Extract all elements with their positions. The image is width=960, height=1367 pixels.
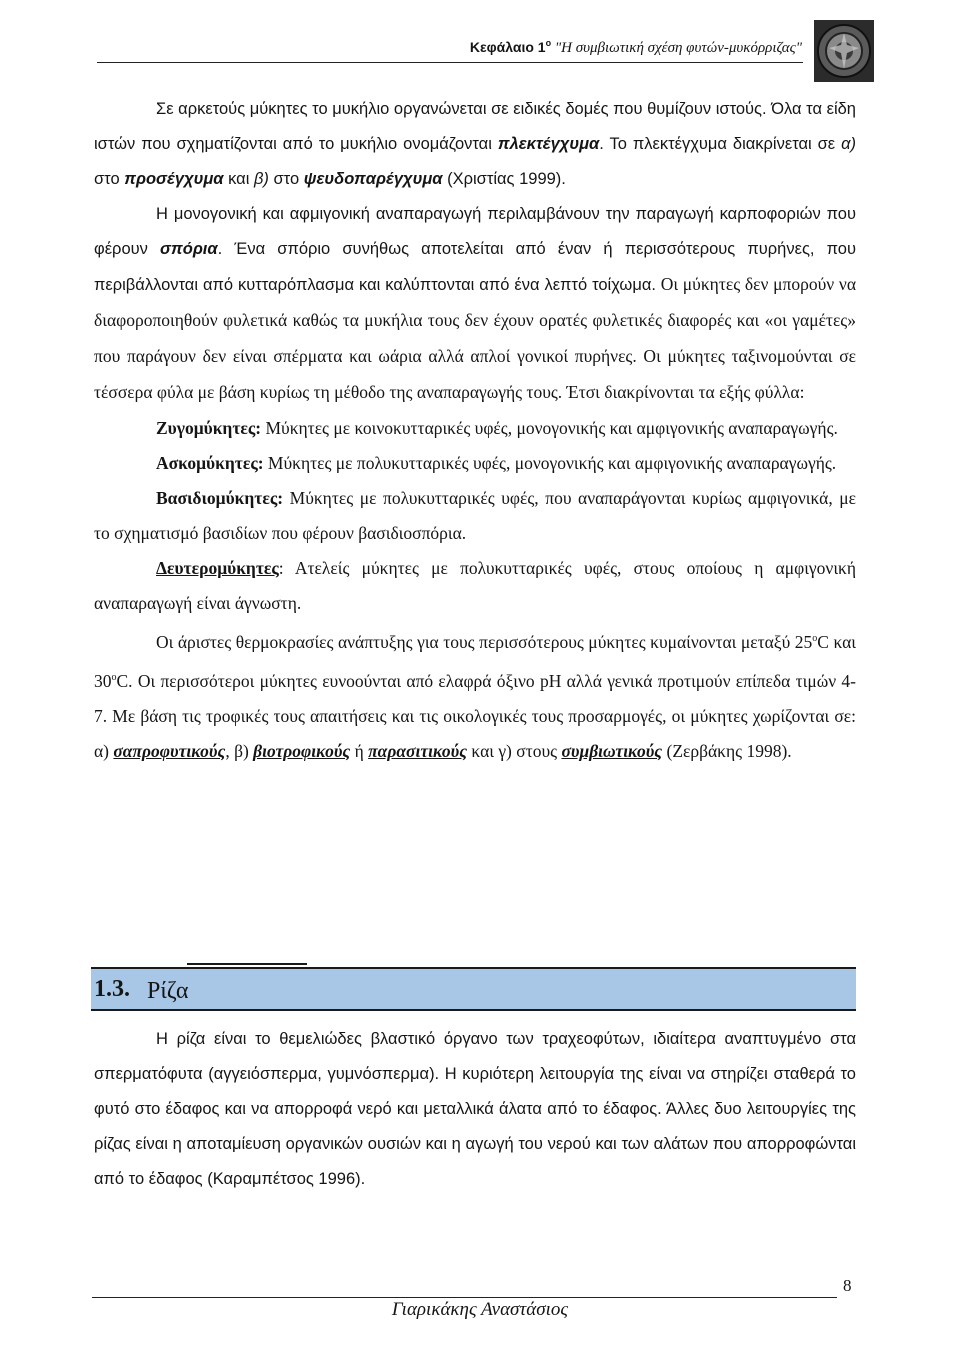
phylum-term: Ζυγομύκητες:	[156, 418, 262, 438]
text-run: . Το πλεκτέγχυμα διακρίνεται σε	[599, 135, 842, 153]
text-run: και γ) στους	[467, 740, 562, 761]
text-run: C και 30	[94, 631, 856, 691]
text-run: ή	[350, 740, 369, 761]
section-heading	[91, 967, 856, 1011]
phylum-zygomycetes	[94, 411, 856, 446]
paragraph-mycelium	[94, 92, 856, 197]
header-rule	[97, 62, 803, 63]
phylum-description: Μύκητες με πολυκυτταρικές υφές, μονογονικής και αμφιγονικής αναπαραγωγής.	[263, 453, 837, 473]
paragraph-temperature	[94, 621, 856, 769]
text-run: Οι μύκητες δεν μπορούν να διαφοροποιηθούν φυλετικά καθώς τα μυκήλια τους δεν έχουν ορατές φυλετικές διαφορές και «οι γαμέτες» που παράγουν δεν είναι σπέρματα και ωάρια αλλά απλοί γονικοί πυρήνες. Οι μύκητες ταξινομούνται σε τέσσερα φύλα με βάση κυρίως τη μέθοδο της αναπαραγωγής τους. Έτσι διακρίνονται τα εξής φύλλα:	[94, 274, 856, 402]
header-text	[470, 38, 802, 57]
degree-sup: o	[111, 671, 117, 683]
phylum-ascomycetes	[94, 446, 856, 481]
page-number: 8	[843, 1276, 852, 1295]
text-run: , β)	[225, 740, 254, 761]
university-seal-icon	[814, 20, 874, 82]
phylum-term: Δευτερομύκητες	[156, 558, 279, 578]
paragraph-reproduction	[94, 197, 856, 411]
term-saprophytic: σαπροφυτικούς	[113, 740, 226, 761]
degree-sup: o	[812, 633, 818, 644]
text-run: . Ένα σπόριο συνήθως αποτελείται από έναν ή περισσότερους πυρήνες, που περιβάλλονται από κυτταρόπλασμα και καλύπτονται από ένα λεπτό τοίχωμα.	[94, 240, 856, 294]
phylum-description: Μύκητες με κοινοκυτταρικές υφές, μονογονικής και αμφιγονικής αναπαραγωγής.	[261, 418, 838, 438]
text-run: (Ζερβάκης 1998).	[662, 740, 792, 761]
text-run: α)	[841, 135, 856, 153]
header-chapter: Κεφάλαιο 1	[469, 39, 546, 55]
text-run: β)	[253, 170, 269, 188]
term-plektegchyma: πλεκτέγχυμα	[497, 135, 600, 153]
header-chapter-sup: ο	[545, 38, 552, 48]
phylum-term: Βασιδιομύκητες:	[156, 488, 284, 508]
section-content	[94, 1022, 856, 1197]
phylum-description: Μύκητες με πολυκυτταρικές υφές, που αναπαράγονται κυρίως αμφιγονικά, με το σχηματισμό βασιδίων που φέρουν βασιδιοσπόρια.	[94, 488, 856, 543]
footer-rule	[92, 1297, 837, 1298]
text-run: (Χριστίας 1999).	[442, 170, 566, 188]
term-biotrophic: βιοτροφικούς	[253, 740, 351, 761]
section-title: Ρίζα	[147, 978, 189, 1004]
text-run: Σε αρκετούς μύκητες το μυκήλιο οργανώνεται σε ειδικές δομές που θυμίζουν ιστούς. Όλα τα είδη ιστών που σχηματίζονται από το μυκήλιο ονομάζονται	[94, 100, 856, 153]
section-number: 1.3.	[94, 976, 130, 1002]
header-subtitle: "Η συμβιωτική σχέση φυτών-μυκόρριζας"	[554, 40, 802, 56]
text-run: στο	[268, 170, 304, 188]
main-content	[94, 92, 856, 769]
phylum-basidiomycetes	[94, 481, 856, 551]
term-parasitic: παρασιτικούς	[368, 740, 468, 761]
text-run: και	[223, 170, 254, 188]
section-accent-rule	[187, 963, 307, 965]
phylum-term: Ασκομύκητες:	[156, 453, 264, 473]
text-run: Οι άριστες θερμοκρασίες ανάπτυξης για τους περισσότερους μύκητες κυμαίνονται μεταξύ 25	[156, 631, 813, 652]
text-run: Η μονογονική και αφμιγονική αναπαραγωγή περιλαμβάνουν την παραγωγή καρποφοριών που φέρουν	[94, 205, 856, 258]
phylum-deuteromycetes	[94, 551, 856, 621]
text-run: στο	[94, 170, 125, 188]
paragraph-root: Η ρίζα είναι το θεμελιώδες βλαστικό όργανο των τραχεοφύτων, ιδιαίτερα αναπτυγμένο στα σπερματόφυτα (αγγειόσπερμα, γυμνόσπερμα). Η κυριότερη λειτουργία της είναι να στηρίζει σταθερά το φυτό στο έδαφος και να απορροφά νερό και μεταλλικά άλατα από το έδαφος. Άλλες δυο λειτουργίες της ρίζας είναι η αποταμίευση οργανικών ουσιών και η αγωγή του νερού και των αλάτων που απορροφώνται από το έδαφος (Καραμπέτσος 1996).	[94, 1030, 856, 1188]
term-pseudoparegchyma: ψευδοπαρέγχυμα	[303, 170, 443, 188]
page-header	[0, 30, 960, 90]
phylum-description: : Ατελείς μύκητες με πολυκυτταρικές υφές, στους οποίους η αμφιγονική αναπαραγωγή είναι άγνωστη.	[94, 558, 856, 613]
term-sporia: σπόρια	[160, 240, 218, 258]
footer-author: Γιαρικάκης Αναστάσιος	[391, 1299, 569, 1320]
text-run: C. Οι περισσότεροι μύκητες ευνοούνται από ελαφρά όξινο pH αλλά γενικά προτιμούν επίπεδα τιμών 4-7. Με βάση τις τροφικές τους απαιτήσεις και τις οικολογικές τους προσαρμογές, οι μύκητες χωρίζονται σε: α)	[94, 670, 856, 761]
term-symbiotic: συμβιωτικούς	[561, 740, 663, 761]
term-prosegchyma: προσέγχυμα	[124, 170, 224, 188]
